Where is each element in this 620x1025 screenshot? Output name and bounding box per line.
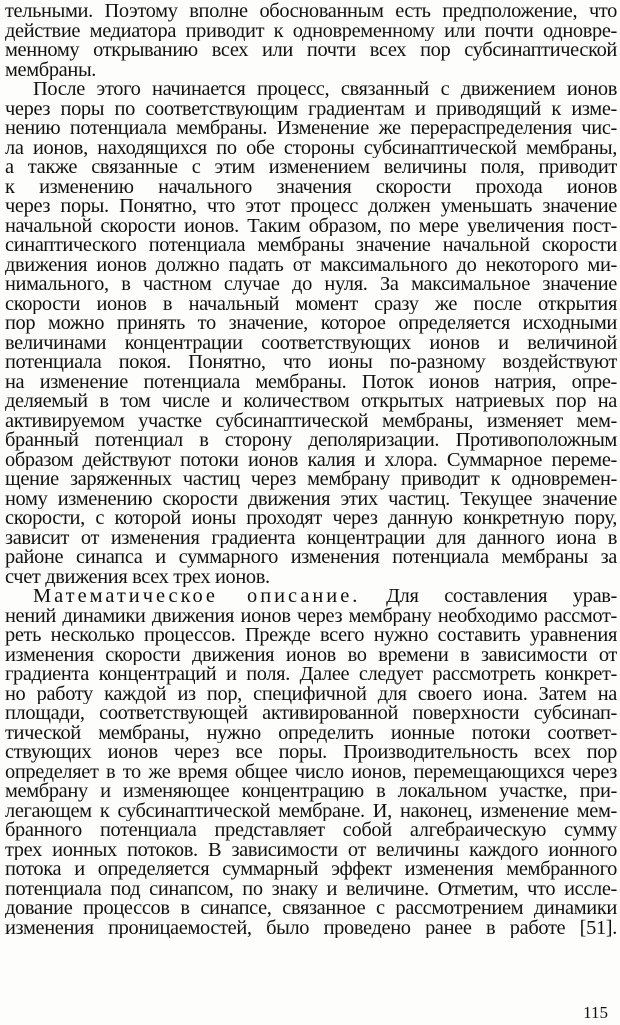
- paragraph-2: [5, 80, 617, 587]
- text-line: пор можно принять то значение, которое определяется исходными: [5, 314, 617, 334]
- text-line: активируемом участке субсинаптической мембраны, изменяет мем-: [5, 411, 617, 431]
- text-line: реть несколько процессов. Прежде всего нужно составить уравнения: [5, 626, 617, 646]
- text-line: величинами концентрации соответствующих ионов и величиной: [5, 333, 617, 353]
- text-line: счет движения всех трех ионов.: [5, 567, 270, 587]
- text-line: к изменению начального значения скорости прохода ионов: [5, 177, 617, 197]
- text-line: ствующих ионов через все поры. Производительность всех пор: [5, 743, 617, 763]
- text-line: бранного потенциала представляет собой алгебраическую сумму: [5, 821, 617, 841]
- text-line: районе синапса и суммарного изменения потенциала мембраны за: [5, 548, 617, 568]
- text-line: нимального, в частном случае до нуля. За максимальное значение: [5, 275, 617, 295]
- text-line: потока и определяется суммарный эффект изменения мембранного: [5, 860, 617, 880]
- text-line: бранный потенциал в сторону деполяризации. Противоположным: [5, 431, 617, 451]
- text-line: изменения проницаемостей, было проведено ранее в работе [51].: [5, 918, 617, 938]
- paragraph-3: [5, 587, 617, 938]
- text-line: определяет в то же время общее число ионов, перемещающихся через: [5, 762, 617, 782]
- text-line: начальной скорости ионов. Таким образом, по мере увеличения пост-: [5, 216, 617, 236]
- text-line: тельными. Поэтому вполне обоснованным есть предположение, что: [5, 2, 617, 22]
- section-heading: Математическое описание.: [33, 587, 361, 607]
- text-line: площади, соответствующей активированной поверхности субсинап-: [5, 704, 617, 724]
- text-line: действие медиатора приводит к одновременному или почти одновре-: [5, 21, 617, 41]
- text-line: мембраны.: [5, 60, 97, 80]
- text-line: потенциала покоя. Понятно, что ионы по-разному воздействуют: [5, 353, 617, 373]
- text-line: скорости ионов в начальный момент сразу же после открытия: [5, 294, 617, 314]
- text-line: легающем к субсинаптической мембране. И, наконец, изменение мем-: [5, 801, 617, 821]
- text-line: [5, 587, 617, 607]
- text-line: ла ионов, находящихся по обе стороны субсинаптической мембраны,: [5, 138, 617, 158]
- text-line: а также связанные с этим изменением величины поля, приводит: [5, 158, 617, 178]
- text-line: образом действуют потоки ионов калия и хлора. Суммарное переме-: [5, 450, 617, 470]
- text-line: щение заряженных частиц через мембрану приводит к одновремен-: [5, 470, 617, 490]
- text-line: тической мембраны, нужно определить ионные потоки соответ-: [5, 723, 617, 743]
- text-run: Для составления урав-: [360, 587, 617, 607]
- text-line: потенциала под синапсом, по знаку и величине. Отметим, что иссле-: [5, 879, 617, 899]
- text-line: скорости, с которой ионы проходят через данную конкретную пору,: [5, 509, 617, 529]
- text-line: мембрану и изменяющее концентрацию в локальном участке, при-: [5, 782, 617, 802]
- text-line: но работу каждой из пор, специфичной для своего иона. Затем на: [5, 684, 617, 704]
- body-text: [5, 2, 617, 938]
- text-line: трех ионных потоков. В зависимости от величины каждого ионного: [5, 840, 617, 860]
- text-line: ному изменению скорости движения этих частиц. Текущее значение: [5, 489, 617, 509]
- text-line: нению потенциала мембраны. Изменение же перераспределения чис-: [5, 119, 617, 139]
- text-line: зависит от изменения градиента концентрации для данного иона в: [5, 528, 617, 548]
- text-line: на изменение потенциала мембраны. Поток ионов натрия, опре-: [5, 372, 617, 392]
- page-number: 115: [583, 1003, 608, 1022]
- text-line: После этого начинается процесс, связанный с движением ионов: [33, 80, 617, 100]
- text-line: деляемый в том числе и количеством открытых натриевых пор на: [5, 392, 617, 412]
- paragraph-1: [5, 2, 617, 80]
- text-line: нений динамики движения ионов через мембрану необходимо рассмот-: [5, 606, 617, 626]
- text-line: изменения скорости движения ионов во времени в зависимости от: [5, 645, 617, 665]
- text-line: синаптического потенциала мембраны значение начальной скорости: [5, 236, 617, 256]
- text-line: дование процессов в синапсе, связанное с рассмотрением динамики: [5, 899, 617, 919]
- text-line: движения ионов должно падать от максимального до некоторого ми-: [5, 255, 617, 275]
- text-line: через поры по соответствующим градиентам и приводящий к изме-: [5, 99, 617, 119]
- text-line: через поры. Понятно, что этот процесс должен уменьшать значение: [5, 197, 617, 217]
- text-line: градиента концентраций и поля. Далее следует рассмотреть конкрет-: [5, 665, 617, 685]
- text-line: менному открыванию всех или почти всех пор субсинаптической: [5, 41, 617, 61]
